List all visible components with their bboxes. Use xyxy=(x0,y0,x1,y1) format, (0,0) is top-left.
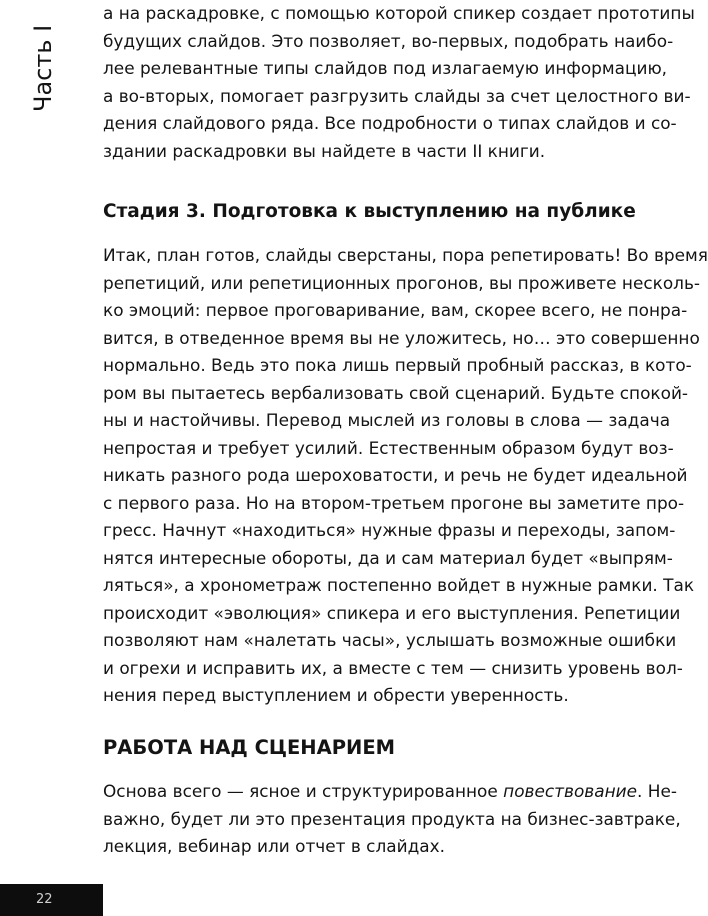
text-line: позволяют нам «налетать часы», услышать возможные ошибки xyxy=(103,630,677,650)
emphasis-text: повествование xyxy=(503,781,638,801)
text-line: вится, в отведенное время вы не уложитесь, но… это совершенно xyxy=(103,327,700,348)
text-line: лекция, вебинар или отчет в слайдах. xyxy=(103,836,445,856)
section-heading-scenario: РАБОТА НАД СЦЕНАРИЕМ xyxy=(103,736,396,759)
text-line: репетиций, или репетиционных прогонов, вы проживете несколь- xyxy=(103,272,701,293)
text-segment: . Не- xyxy=(637,781,677,801)
section-heading-stage3: Стадия 3. Подготовка к выступлению на публике xyxy=(103,201,636,222)
text-line: ко эмоций: первое проговаривание, вам, скорее всего, не понра- xyxy=(103,300,688,320)
text-line: ром вы пытаетесь вербализовать свой сценарий. Будьте спокой- xyxy=(103,382,689,403)
text-line: дения слайдового ряда. Все подробности о типах слайдов и со- xyxy=(103,113,677,133)
paragraph-storyboard xyxy=(103,0,695,165)
text-line: происходит «эволюция» спикера и его выступления. Репетиции xyxy=(103,602,681,623)
text-line: и огрехи и исправить их, а вместе с тем — снизить уровень вол- xyxy=(103,657,683,678)
text-line: гресс. Начнут «находиться» нужные фразы и переходы, запом- xyxy=(103,520,676,540)
text-line: нормально. Ведь это пока лишь первый пробный рассказ, в кото- xyxy=(103,355,692,375)
text-line: нения перед выступлением и обрести уверенность. xyxy=(103,685,569,705)
text-line: а во-вторых, помогает разгрузить слайды за счет целостного ви- xyxy=(103,85,691,106)
text-line: ны и настойчивы. Перевод мыслей из головы в слова — задача xyxy=(103,410,671,430)
text-line: никать разного рода шероховатости, и речь не будет идеальной xyxy=(103,465,688,485)
text-line: лее релевантные типы слайдов под излагаемую информацию, xyxy=(103,58,668,78)
paragraph-rehearsal xyxy=(103,242,708,710)
text-line: а на раскадровке, с помощью которой спикер создает прототипы xyxy=(103,3,695,23)
text-line: непростая и требует усилий. Естественным образом будут воз- xyxy=(103,437,674,458)
part-label: Часть I xyxy=(29,24,57,112)
text-line: здании раскадровки вы найдете в части II книги. xyxy=(103,140,546,161)
text-line xyxy=(103,778,677,806)
text-line: нятся интересные обороты, да и сам материал будет «выпрям- xyxy=(103,547,673,568)
page-number-badge: 22 xyxy=(0,884,103,916)
text-line: будущих слайдов. Это позволяет, во-первых, подобрать наибо- xyxy=(103,30,674,51)
text-line: важно, будет ли это презентация продукта на бизнес-завтраке, xyxy=(103,808,681,829)
paragraph-narrative xyxy=(103,778,681,861)
text-segment: Основа всего — ясное и структурированное xyxy=(103,781,504,801)
text-line: с первого раза. Но на втором-третьем прогоне вы заметите про- xyxy=(103,492,685,513)
text-line: ляться», а хронометраж постепенно войдет в нужные рамки. Так xyxy=(103,575,695,595)
text-line: Итак, план готов, слайды сверстаны, пора репетировать! Во время xyxy=(103,245,708,265)
